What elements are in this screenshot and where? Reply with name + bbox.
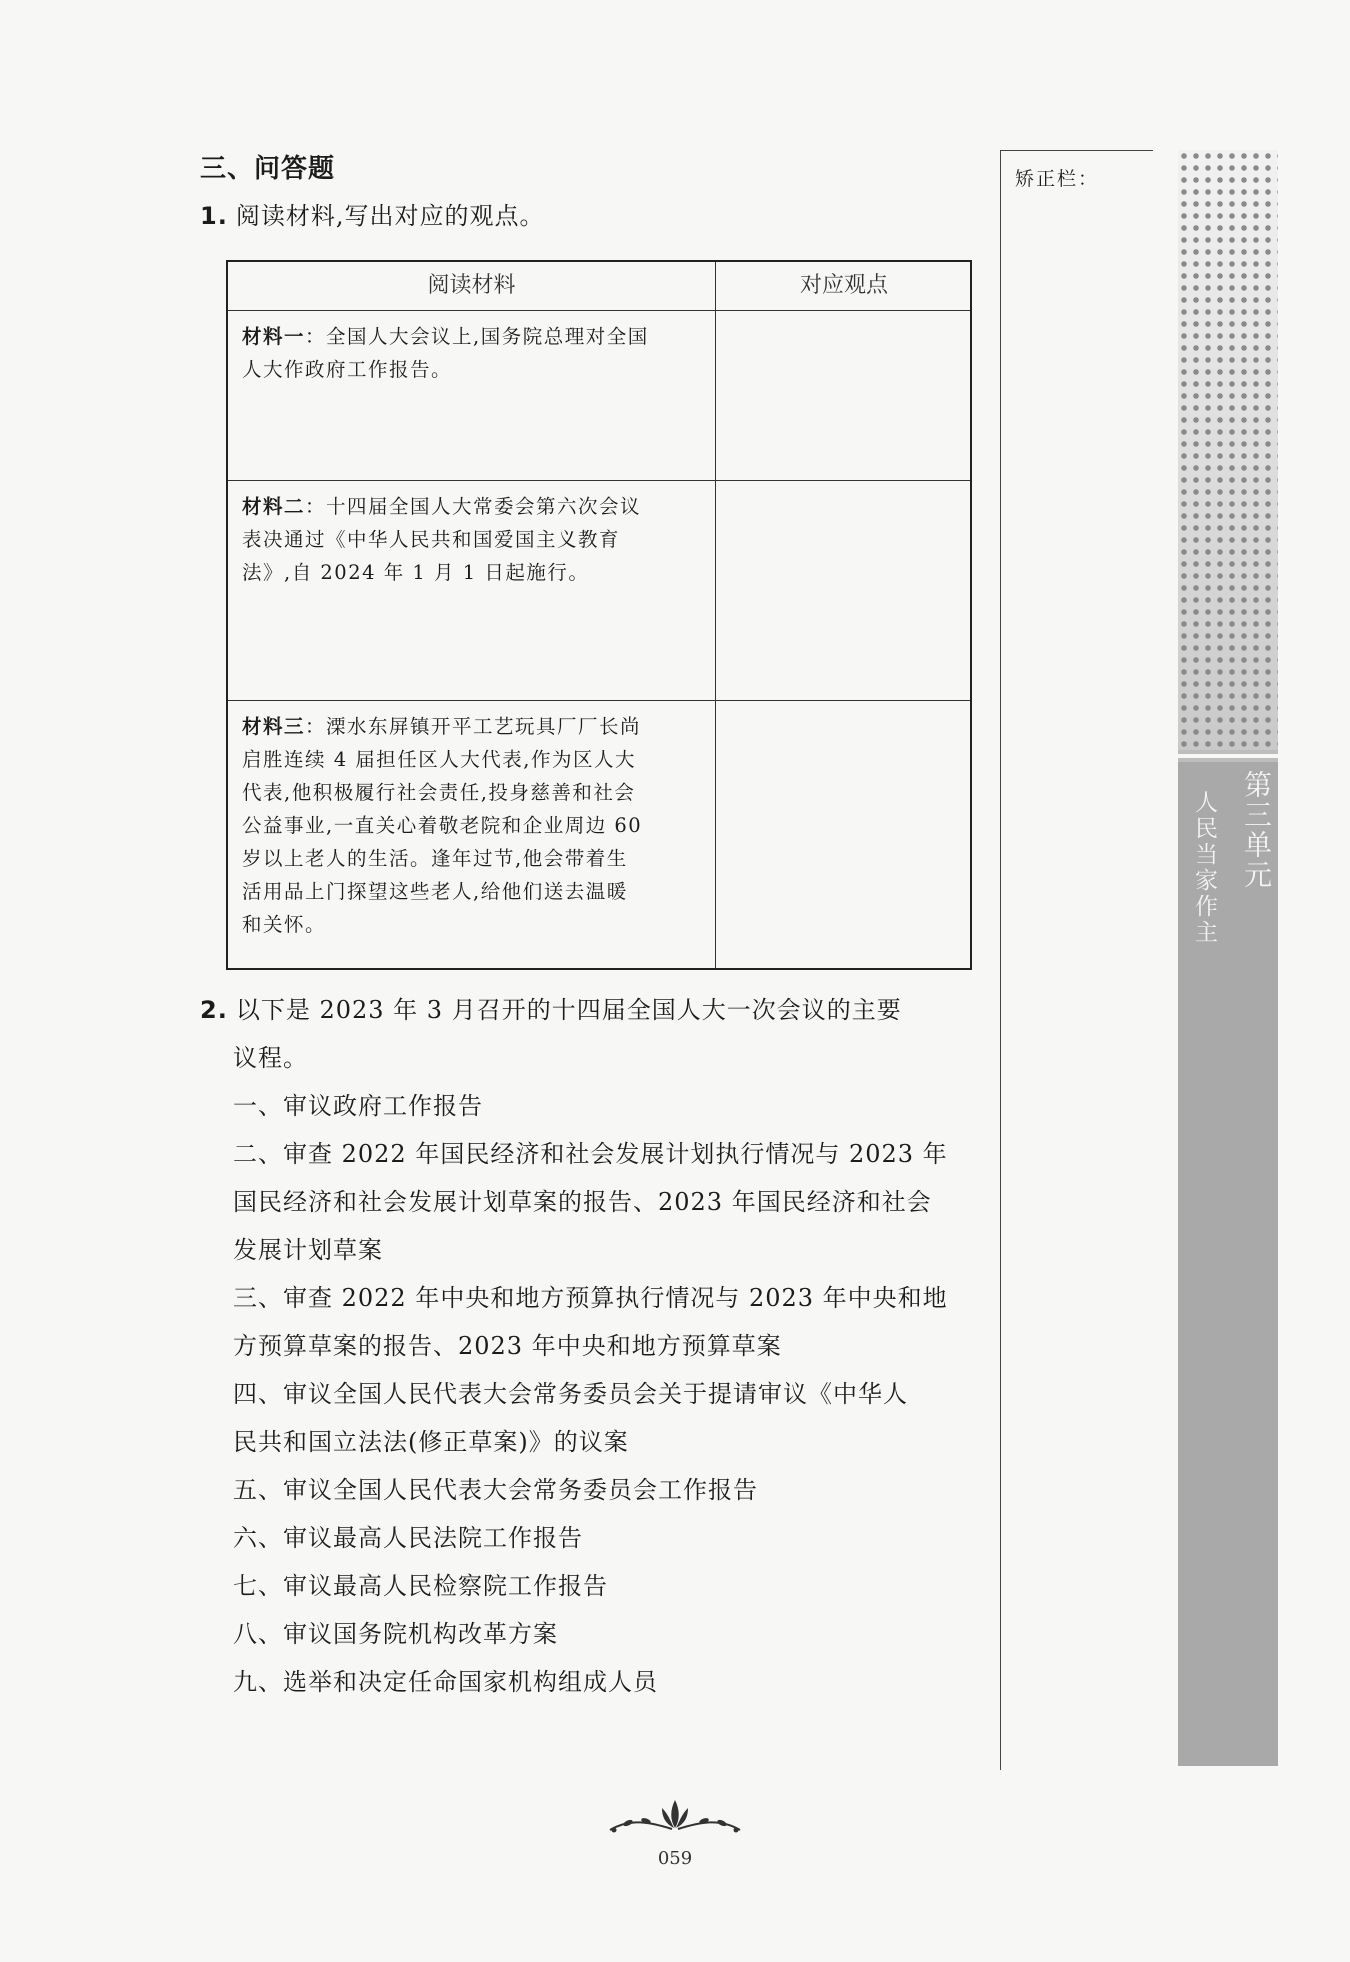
agenda-line: 八、审议国务院机构改革方案 (233, 1620, 558, 1648)
material-line: 法》,自 2024 年 1 月 1 日起施行。 (242, 561, 590, 584)
agenda-line: 四、审议全国人民代表大会常务委员会关于提请审议《中华人 (233, 1380, 908, 1408)
unit-subtitle: 人民当家作主 (1191, 790, 1217, 946)
material-line: 人大作政府工作报告。 (242, 358, 453, 381)
agenda-line: 国民经济和社会发展计划草案的报告、2023 年国民经济和社会 (233, 1188, 932, 1216)
material-line: 代表,他积极履行社会责任,投身慈善和社会 (242, 781, 636, 804)
agenda-line: 二、审查 2022 年国民经济和社会发展计划执行情况与 2023 年 (233, 1140, 948, 1168)
material-line: ：全国人大会议上,国务院总理对全国 (305, 325, 649, 348)
agenda-line: 一、审议政府工作报告 (233, 1092, 483, 1120)
material-1-cell (242, 320, 704, 386)
material-line: 岁以上老人的生活。逢年过节,他会带着生 (242, 847, 628, 870)
agenda-line: 七、审议最高人民检察院工作报告 (233, 1572, 608, 1600)
agenda-line: 民共和国立法法(修正草案)》的议案 (233, 1428, 629, 1456)
section-title: 三、问答题 (200, 154, 336, 184)
material-line: 和关怀。 (242, 913, 327, 936)
material-line: 公益事业,一直关心着敬老院和企业周边 60 (242, 814, 643, 837)
unit-side-band (1178, 150, 1278, 1766)
page-number: 059 (657, 1848, 693, 1869)
material-line: 表决通过《中华人民共和国爱国主义教育 (242, 528, 621, 551)
material-line: ：溧水东屏镇开平工艺玩具厂厂长尚 (305, 715, 642, 738)
question-2 (200, 986, 902, 1034)
correction-column (1000, 150, 1153, 1770)
agenda-line: 九、选举和决定任命国家机构组成人员 (233, 1668, 658, 1696)
question-number: 1. (200, 202, 228, 230)
material-line: 活用品上门探望这些老人,给他们送去温暖 (242, 880, 628, 903)
material-2-cell (242, 490, 704, 589)
question-text: 以下是 2023 年 3 月召开的十四届全国人大一次会议的主要 (235, 996, 902, 1024)
material-3-cell (242, 710, 704, 941)
material-label: 材料一 (242, 325, 306, 348)
question-2-continued: 议程。 (233, 1044, 308, 1072)
material-label: 材料三 (242, 715, 306, 738)
agenda-line: 方预算草案的报告、2023 年中央和地方预算草案 (233, 1332, 782, 1360)
agenda-list (233, 1082, 978, 1706)
agenda-line: 三、审查 2022 年中央和地方预算执行情况与 2023 年中央和地 (233, 1284, 948, 1312)
correction-label: 矫正栏： (1015, 168, 1100, 190)
agenda-line: 六、审议最高人民法院工作报告 (233, 1524, 583, 1552)
halftone-pattern (1178, 150, 1278, 750)
material-line: 启胜连续 4 届担任区人大代表,作为区人大 (242, 748, 637, 771)
material-line: ：十四届全国人大常委会第六次会议 (305, 495, 642, 518)
table-header-viewpoint: 对应观点 (799, 273, 888, 298)
question-number: 2. (200, 996, 228, 1024)
agenda-line: 五、审议全国人民代表大会常务委员会工作报告 (233, 1476, 758, 1504)
question-1 (200, 192, 544, 240)
unit-title: 第三单元 (1240, 770, 1273, 890)
material-label: 材料二 (242, 495, 306, 518)
table-header-material: 阅读材料 (427, 273, 516, 298)
agenda-line: 发展计划草案 (233, 1236, 383, 1264)
floral-ornament-icon (600, 1796, 750, 1836)
material-table (226, 260, 972, 970)
question-text: 阅读材料,写出对应的观点。 (235, 202, 545, 230)
